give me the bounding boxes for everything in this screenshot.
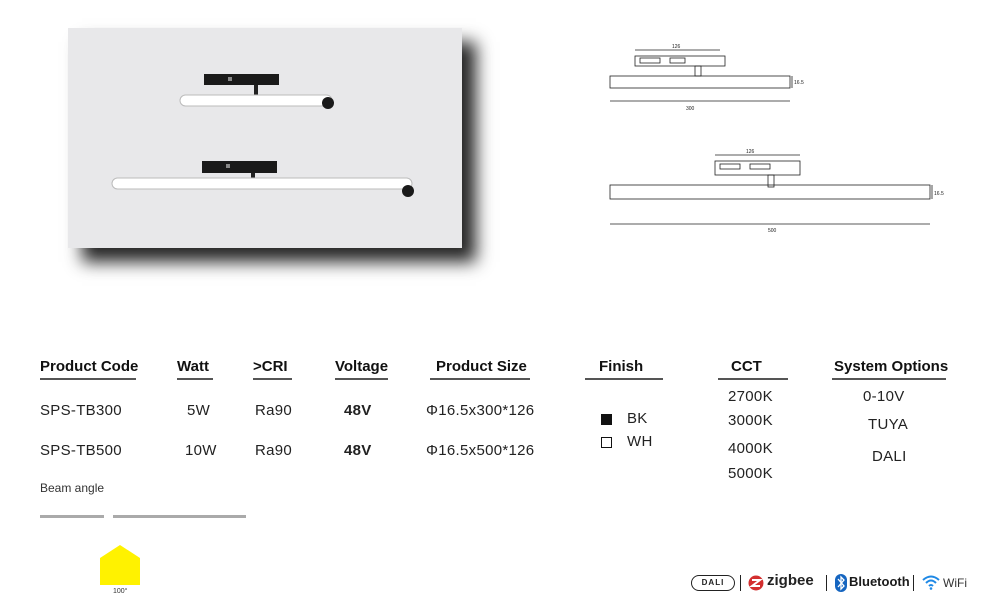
finish-black-swatch: [601, 414, 612, 425]
beam-angle-icon: [100, 545, 140, 585]
bluetooth-icon: [835, 574, 847, 592]
dali-logo: [691, 575, 735, 591]
finish-wh-label: WH: [627, 433, 653, 450]
system-option-dali: DALI: [872, 448, 907, 465]
beam-divider: [113, 515, 246, 518]
logo-separator: [913, 575, 914, 591]
header-underline: [177, 378, 213, 380]
header-underline: [335, 378, 388, 380]
wifi-icon: [922, 575, 940, 590]
system-option-tuya: TUYA: [868, 416, 909, 433]
beam-divider: [40, 515, 104, 518]
header-voltage: Voltage: [335, 358, 389, 375]
wifi-logo-text: WiFi: [943, 576, 967, 590]
header-watt: Watt: [177, 358, 209, 375]
finish-white-swatch: [601, 437, 612, 448]
row2-watt: 10W: [185, 442, 217, 459]
beam-angle-value: 100°: [113, 588, 128, 595]
cct-4000: 4000K: [728, 440, 773, 457]
top-width-label: 126: [672, 44, 681, 50]
row1-voltage: 48V: [344, 402, 372, 419]
logo-separator: [740, 575, 741, 591]
track-lights-render: [68, 28, 462, 248]
header-system-options: System Options: [834, 358, 949, 375]
top-dia-label: 16.5: [794, 80, 804, 86]
header-underline: [40, 378, 136, 380]
header-cri: >CRI: [253, 358, 288, 375]
finish-bk-label: BK: [627, 410, 648, 427]
cct-2700: 2700K: [728, 388, 773, 405]
dali-logo-text: DALI: [701, 578, 725, 587]
header-finish: Finish: [599, 358, 644, 375]
product-photo: [68, 28, 462, 248]
header-underline: [585, 378, 663, 380]
top-length-label: 300: [686, 106, 695, 112]
system-option-0-10v: 0-10V: [863, 388, 905, 405]
cct-3000: 3000K: [728, 412, 773, 429]
row2-code: SPS-TB500: [40, 442, 122, 459]
row1-size: Φ16.5x300*126: [426, 402, 535, 419]
bottom-width-label: 126: [746, 149, 755, 155]
zigbee-logo-text: zigbee: [767, 572, 814, 589]
bluetooth-logo-text: Bluetooth: [849, 574, 910, 589]
technical-drawings: [600, 40, 960, 240]
zigbee-icon: [748, 575, 764, 591]
header-product-size: Product Size: [436, 358, 527, 375]
header-underline: [253, 378, 292, 380]
row1-code: SPS-TB300: [40, 402, 122, 419]
row1-cri: Ra90: [255, 402, 293, 419]
row2-size: Φ16.5x500*126: [426, 442, 535, 459]
bottom-length-label: 500: [768, 228, 777, 234]
header-underline: [832, 378, 946, 380]
header-underline: [430, 378, 530, 380]
beam-angle-label: Beam angle: [40, 481, 105, 495]
header-cct: CCT: [731, 358, 762, 375]
row2-voltage: 48V: [344, 442, 372, 459]
header-product-code: Product Code: [40, 358, 139, 375]
logo-separator: [826, 575, 827, 591]
bottom-dia-label: 16.5: [934, 191, 944, 197]
row2-cri: Ra90: [255, 442, 293, 459]
header-underline: [718, 378, 788, 380]
row1-watt: 5W: [187, 402, 211, 419]
cct-5000: 5000K: [728, 465, 773, 482]
